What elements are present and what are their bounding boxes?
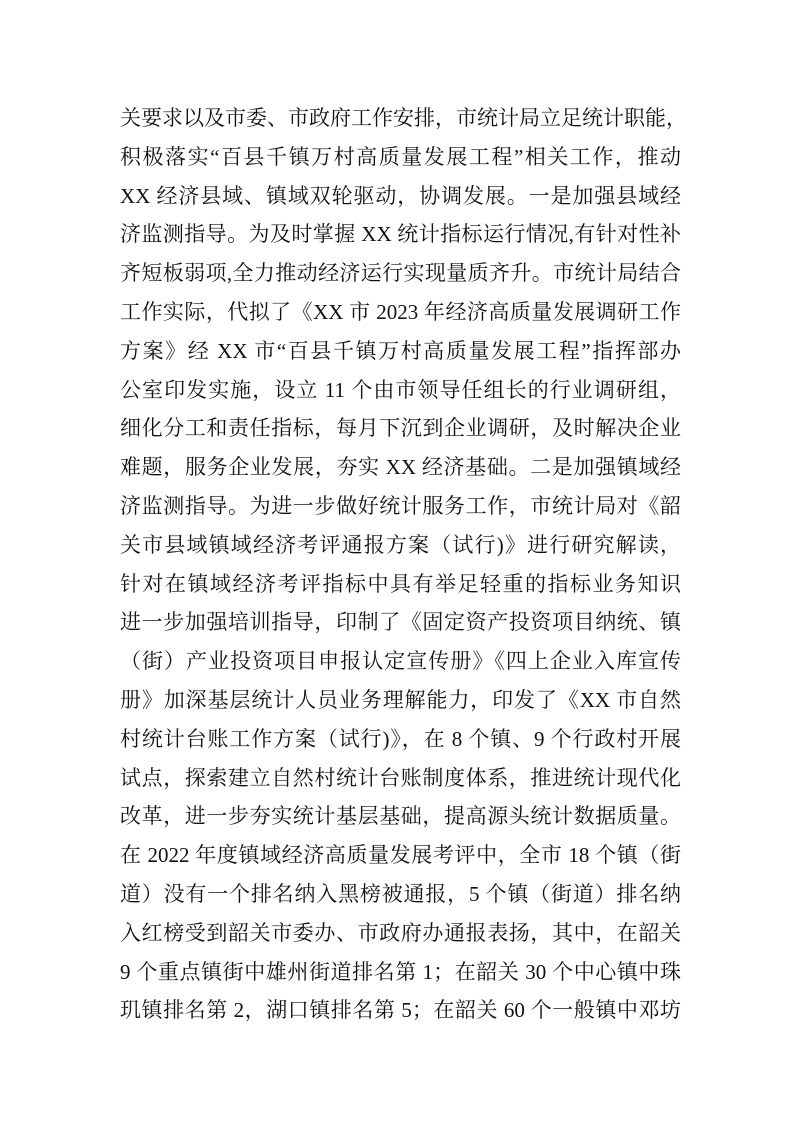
text-line: 改革，进一步夯实统计基层基础，提高源头统计数据质量。: [120, 804, 681, 829]
text-line: 针对在镇域经济考评指标中具有举足轻重的指标业务知识: [120, 571, 681, 596]
text-line: 册》加深基层统计人员业务理解能力，印发了《XX 市自然: [120, 687, 681, 712]
text-line: 9 个重点镇街中雄州街道排名第 1；在韶关 30 个中心镇中珠: [120, 959, 681, 984]
text-line: 关要求以及市委、市政府工作安排，市统计局立足统计职能，: [120, 106, 687, 130]
text-line: （街）产业投资项目申报认定宣传册》《四上企业入库宣传: [120, 649, 681, 674]
text-line: 玑镇排名第 2，湖口镇排名第 5；在韶关 60 个一般镇中邓坊: [120, 998, 681, 1023]
text-line: 难题，服务企业发展，夯实 XX 经济基础。二是加强镇域经: [120, 455, 681, 480]
text-line: 济监测指导。为及时掌握 XX 统计指标运行情况,有针对性补: [120, 222, 681, 247]
text-line: 工作实际，代拟了《XX 市 2023 年经济高质量发展调研工作: [120, 299, 681, 324]
text-line: 在 2022 年度镇域经济高质量发展考评中，全市 18 个镇（街: [120, 843, 681, 868]
document-body: [120, 102, 687, 1033]
text-line: XX 经济县域、镇域双轮驱动，协调发展。一是加强县域经: [120, 183, 681, 208]
text-line: 积极落实“百县千镇万村高质量发展工程”相关工作，推动: [120, 144, 681, 169]
text-line: 入红榜受到韶关市委办、市政府办通报表扬，其中，在韶关: [120, 920, 681, 945]
text-line: 关市县域镇域经济考评通报方案（试行)》进行研究解读，: [120, 532, 681, 557]
text-line: 济监测指导。为进一步做好统计服务工作，市统计局对《韶: [120, 493, 681, 518]
text-line: 细化分工和责任指标，每月下沉到企业调研，及时解决企业: [120, 416, 681, 441]
text-line: 公室印发实施，设立 11 个由市领导任组长的行业调研组，: [120, 377, 681, 402]
text-line: 试点，探索建立自然村统计台账制度体系，推进统计现代化: [120, 765, 681, 790]
text-line: 进一步加强培训指导，印制了《固定资产投资项目纳统、镇: [120, 610, 681, 635]
text-line: 道）没有一个排名纳入黑榜被通报，5 个镇（街道）排名纳: [120, 881, 681, 906]
text-line: 方案》经 XX 市“百县千镇万村高质量发展工程”指挥部办: [120, 338, 681, 363]
text-line: 齐短板弱项,全力推动经济运行实现量质齐升。市统计局结合: [120, 261, 681, 286]
text-line: 村统计台账工作方案（试行)》，在 8 个镇、9 个行政村开展: [120, 726, 681, 751]
